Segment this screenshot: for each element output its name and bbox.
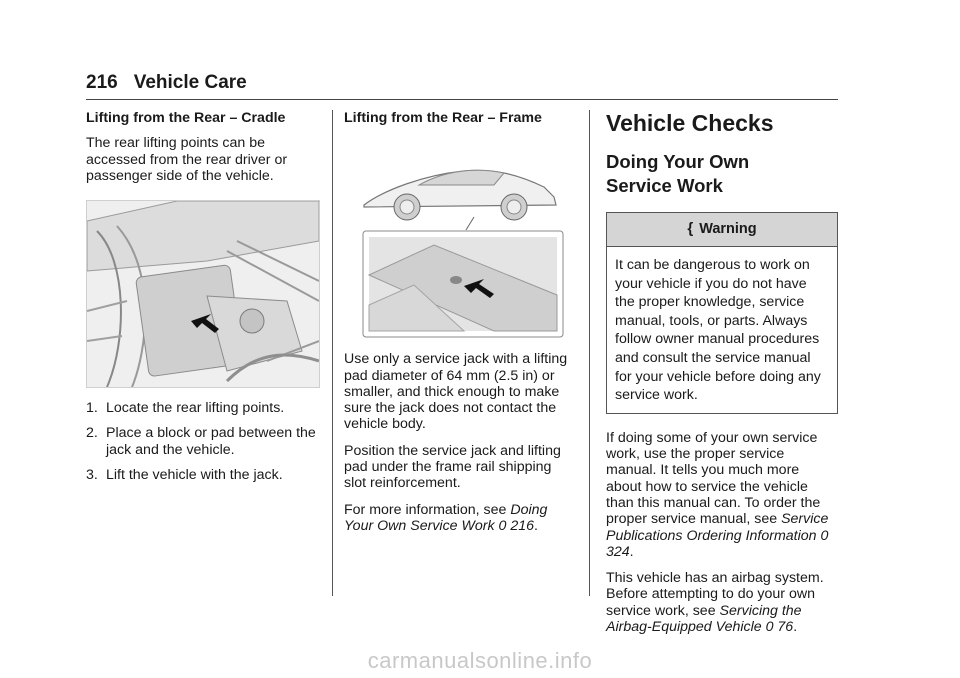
column-1 <box>86 110 320 492</box>
text: This vehicle has an airbag system. Before attempting to do your own service work, see <box>606 570 824 619</box>
warning-label: Warning <box>699 221 757 238</box>
column-divider-1 <box>332 110 333 596</box>
page-number: 216 <box>86 72 118 93</box>
section-title: Vehicle Care <box>133 72 247 93</box>
header-divider <box>86 99 838 100</box>
step-number: 3. <box>86 467 98 484</box>
rear-frame-lift-point-illustration <box>344 135 568 340</box>
text: . <box>793 619 798 636</box>
list-item <box>86 425 320 458</box>
vehicle-checks-title: Vehicle Checks <box>606 110 774 136</box>
service-work-title <box>606 150 838 198</box>
cradle-intro: The rear lifting points can be accessed from the rear driver or passenger side of the vehicle. <box>86 135 288 184</box>
step-number: 1. <box>86 400 98 417</box>
rear-cradle-lift-point-illustration <box>86 200 320 388</box>
page-header <box>86 72 247 94</box>
crossref-link-airbag-vehicle[interactable]: Servicing the Airbag-Equipped Vehicle <box>606 602 802 636</box>
text: . <box>534 517 538 534</box>
cradle-steps-list <box>86 400 320 483</box>
title-line: Service Work <box>606 175 723 196</box>
column-2 <box>344 110 577 544</box>
step-number: 2. <box>86 425 98 442</box>
warning-icon: { <box>687 220 694 238</box>
frame-heading: Lifting from the Rear – Frame <box>344 110 542 126</box>
text: For more information, see <box>344 501 511 518</box>
frame-para-2: Position the service jack and lifting pad under the frame rail shipping slot reinforcement. <box>344 442 561 492</box>
text: If doing some of your own service work, use the proper service manual. It tells you much more about how to service the vehicle than this manual can. To order the proper service manual, see <box>606 429 821 528</box>
title-line: Doing Your Own <box>606 151 750 172</box>
column-divider-2 <box>589 110 590 596</box>
service-manual-para <box>606 430 838 560</box>
step-text: Place a block or pad between the jack and the vehicle. <box>106 425 316 458</box>
frame-para-1: Use only a service jack with a lifting pad diameter of 64 mm (2.5 in) or smaller, and thick enough to make sure the jack does not contact the vehicle body. <box>344 351 568 433</box>
cradle-heading: Lifting from the Rear – Cradle <box>86 110 286 126</box>
page-reference[interactable]: 0 216 <box>494 517 535 534</box>
crossref-link-service-publications[interactable]: Service Publications Ordering Information <box>606 511 829 544</box>
frame-para-3 <box>344 502 577 535</box>
step-text: Lift the vehicle with the jack. <box>106 467 283 484</box>
page-reference[interactable]: 0 76 <box>761 619 794 636</box>
warning-header <box>607 213 837 247</box>
warning-box <box>606 212 838 414</box>
crossref-link-doing-own-service[interactable]: Doing Your Own Service Work <box>344 501 548 534</box>
list-item <box>86 467 320 483</box>
text: . <box>629 543 634 560</box>
column-3 <box>606 110 838 645</box>
site-watermark: carmanualsonline.info <box>367 648 593 673</box>
step-text: Locate the rear lifting points. <box>106 400 285 417</box>
airbag-para <box>606 570 838 635</box>
list-item <box>86 400 320 416</box>
warning-text: It can be dangerous to work on your vehicle if you do not have the proper knowledge, service manual, tools, or parts. Always follow owner manual procedures and consult the service manual for your vehicle before doing any service work. <box>615 257 821 404</box>
page-reference[interactable]: 0 324 <box>606 527 829 560</box>
